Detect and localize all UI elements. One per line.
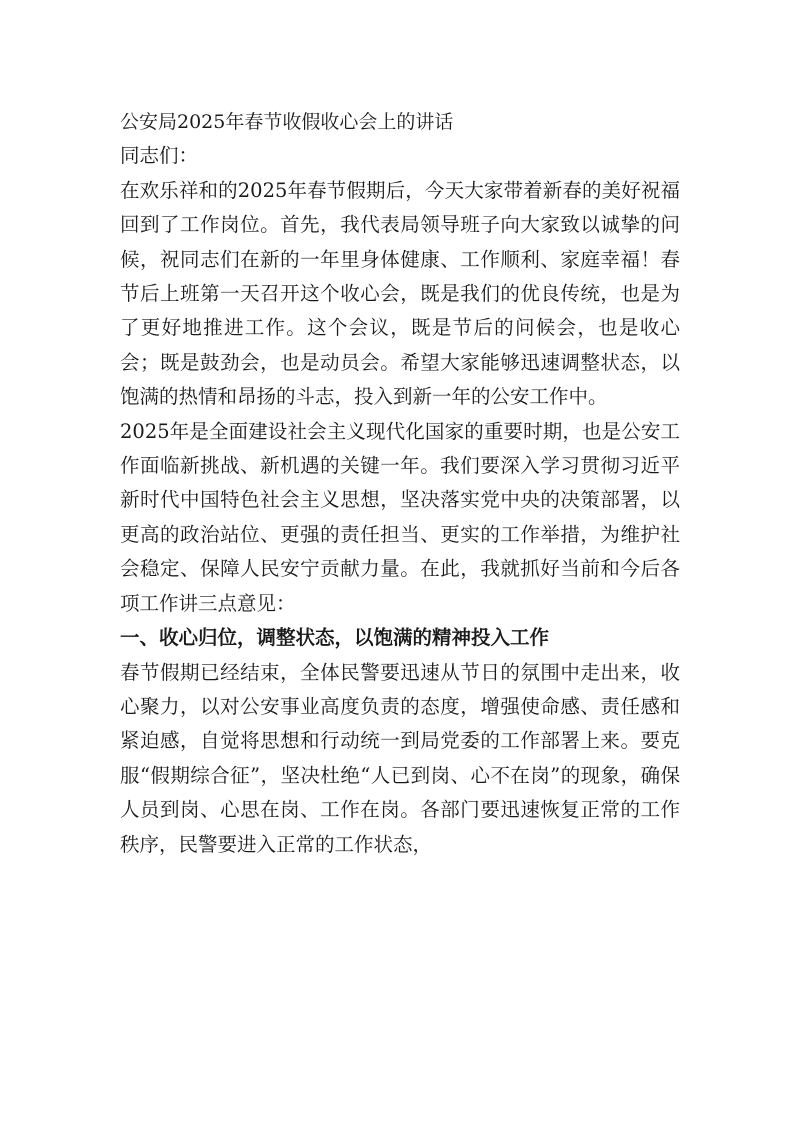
document-body bbox=[120, 105, 680, 862]
paragraph-context: 2025年是全面建设社会主义现代化国家的重要时期，也是公安工作面临新挑战、新机遇的关键一年。我们要深入学习贯彻习近平新时代中国特色社会主义思想，坚决落实党中央的决策部署，以更高的政治站位、更强的责任担当、更实的工作举措，为维护社会稳定、保障人民安宁贡献力量。在此，我就抓好当前和今后各项工作讲三点意见： bbox=[120, 419, 680, 615]
paragraph-intro: 在欢乐祥和的2025年春节假期后，今天大家带着新春的美好祝福回到了工作岗位。首先，我代表局领导班子向大家致以诚挚的问候，祝同志们在新的一年里身体健康、工作顺利、家庭幸福！春节后上班第一天召开这个收心会，既是我们的优良传统，也是为了更好地推进工作。这个会议，既是节后的问候会，也是收心会；既是鼓劲会，也是动员会。希望大家能够迅速调整状态，以饱满的热情和昂扬的斗志，投入到新一年的公安工作中。 bbox=[120, 178, 680, 409]
salutation: 同志们： bbox=[120, 144, 199, 168]
document-title: 公安局2025年春节收假收心会上的讲话 bbox=[120, 111, 454, 133]
section-1-paragraph: 春节假期已经结束，全体民警要迅速从节日的氛围中走出来，收心聚力，以对公安事业高度负责的态度，增强使命感、责任感和紧迫感，自觉将思想和行动统一到局党委的工作部署上来。要克服“假期综合征”，坚决杜绝“人已到岗、心不在岗”的现象，确保人员到岗、心思在岗、工作在岗。各部门要迅速恢复正常的工作秩序，民警要进入正常的工作状态， bbox=[120, 660, 680, 856]
section-heading-1: 一、收心归位，调整状态，以饱满的精神投入工作 bbox=[120, 626, 550, 650]
